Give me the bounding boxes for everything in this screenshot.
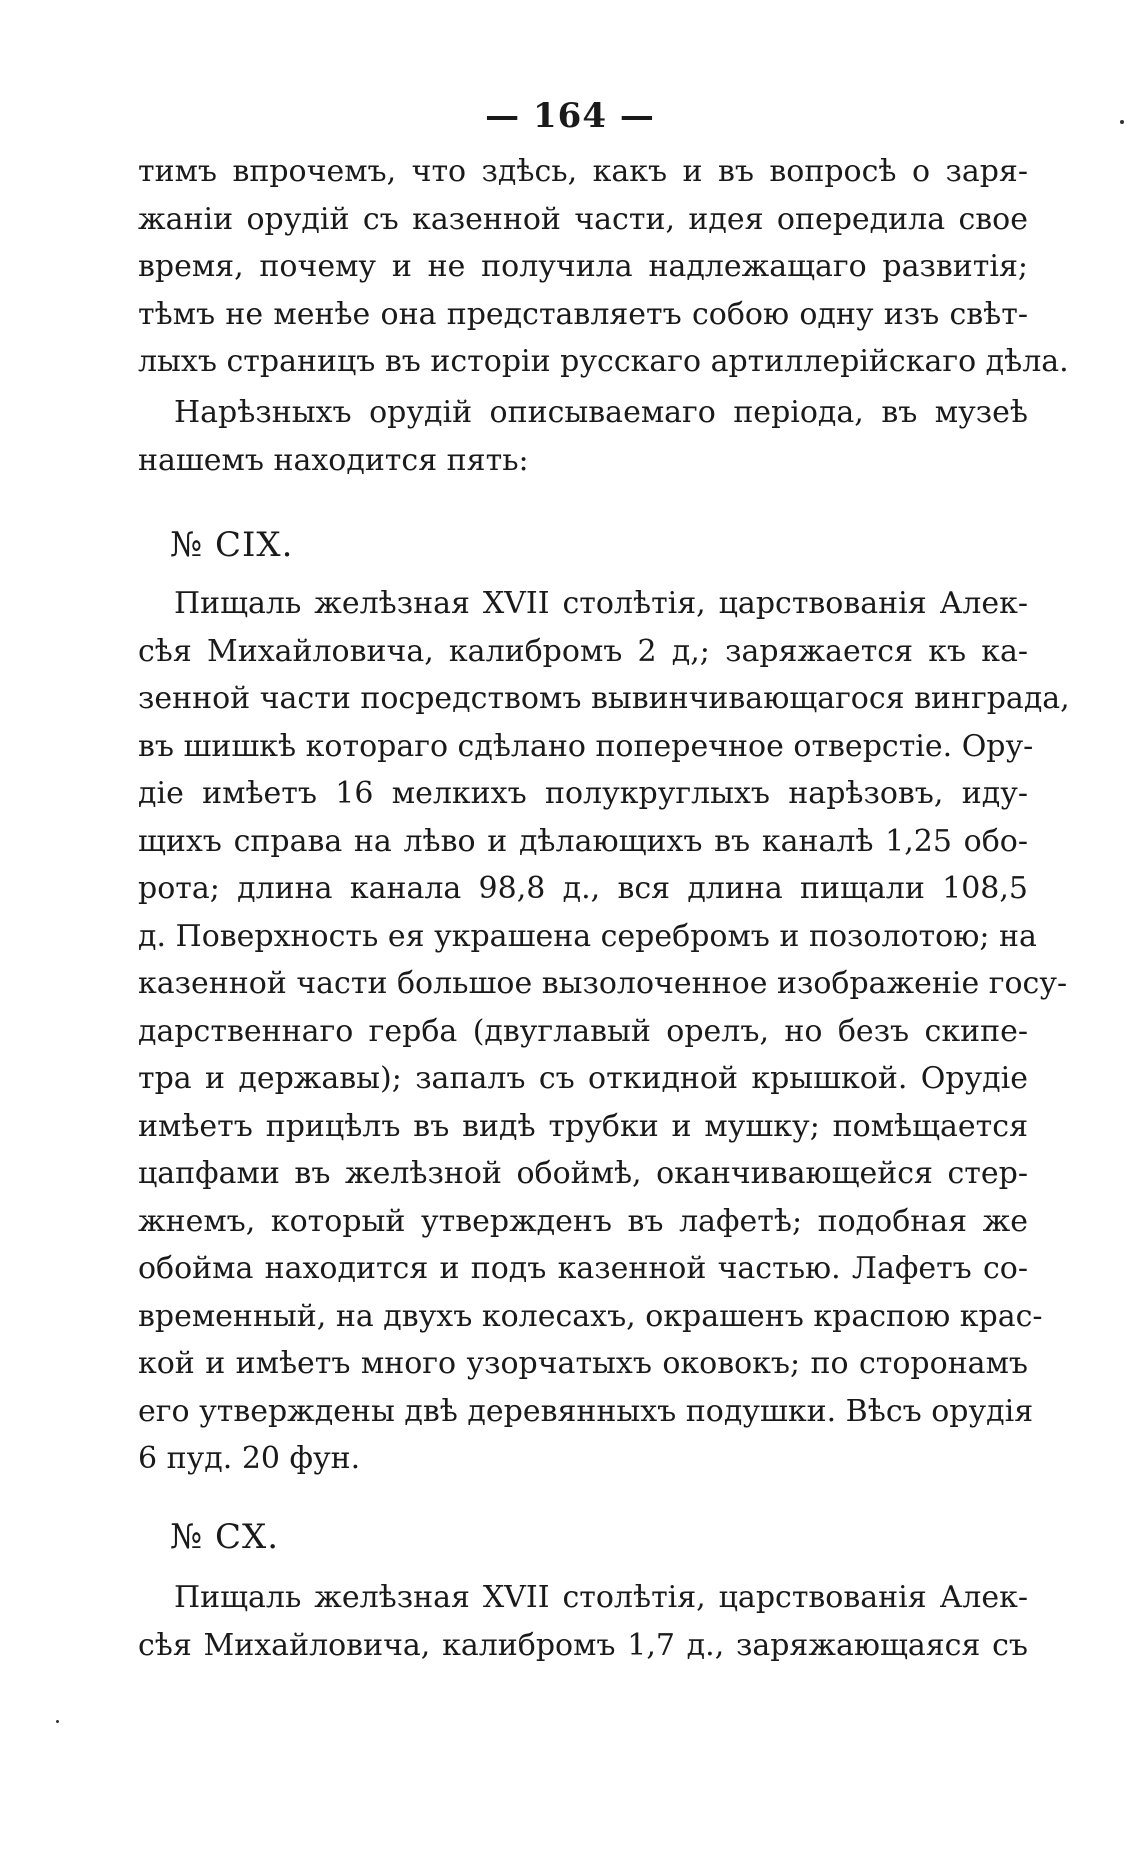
text-line: его утверждены двѣ деревянныхъ подушки. Вѣсъ орудія — [138, 1393, 1034, 1429]
text-line: лыхъ страницъ въ исторіи русскаго артиллерійскаго дѣла. — [138, 344, 1069, 379]
scan-speck — [56, 1720, 59, 1723]
intro-paragraph — [138, 148, 1069, 386]
text-line: сѣя Михайловича, калибромъ 2 д,; заряжается къ ка- — [138, 633, 1028, 669]
text-line: временный, на двухъ колесахъ, окрашенъ краспою крас- — [138, 1298, 1043, 1334]
text-line: жнемъ, который утвержденъ въ лафетѣ; подобная же — [138, 1203, 1028, 1239]
museum-paragraph — [138, 389, 1028, 484]
text-line: д. Поверхность ея украшена серебромъ и позолотою; на — [138, 918, 1037, 954]
text-line: Пищаль желѣзная XVII столѣтія, царствованія Алек- — [174, 1580, 1028, 1615]
page-number: — 164 — — [485, 96, 655, 136]
text-line: жаніи орудій съ казенной части, идея опередила свое — [138, 201, 1028, 237]
text-line: Нарѣзныхъ орудій описываемаго періода, въ музеѣ — [174, 395, 1028, 430]
text-line: рота; длина канала 98,8 д., вся длина пищали 108,5 — [138, 871, 1028, 906]
text-line: щихъ справа на лѣво и дѣлающихъ въ каналѣ 1,25 обо- — [138, 823, 1028, 859]
text-line: имѣетъ прицѣлъ въ видѣ трубки и мушку; помѣщается — [138, 1108, 1028, 1144]
text-line: цапфами въ желѣзной обоймѣ, оканчивающейся стер- — [138, 1156, 1028, 1191]
entry-heading-cix: № CIX. — [170, 525, 294, 565]
text-line: обойма находится и подъ казенной частью. Лафетъ со- — [138, 1251, 1028, 1286]
text-line: время, почему и не получила надлежащаго развитія; — [138, 249, 1028, 284]
text-line: кой и имѣетъ много узорчатыхъ оковокъ; по сторонамъ — [138, 1346, 1028, 1381]
text-line: казенной части большое вызолоченное изображеніе госу- — [138, 966, 1068, 1001]
text-line: тра и державы); запалъ съ откидной крышкой. Орудіе — [138, 1061, 1028, 1096]
entry-text-cx — [138, 1574, 1028, 1669]
text-line: дарственнаго герба (двуглавый орелъ, но безъ скипе- — [138, 1013, 1028, 1049]
text-line: 6 пуд. 20 фун. — [138, 1441, 361, 1476]
scan-speck — [1120, 120, 1124, 124]
entry-heading-cx: № CX. — [170, 1517, 280, 1557]
text-line: зенной части посредствомъ вывинчивающагося винграда, — [138, 681, 1070, 716]
entry-text-cix — [138, 580, 1070, 1483]
text-line: нашемъ находится пять: — [138, 442, 529, 478]
text-line: діе имѣетъ 16 мелкихъ полукруглыхъ нарѣзовъ, иду- — [138, 776, 1028, 811]
text-line: въ шишкѣ котораго сдѣлано поперечное отверстіе. Ору- — [138, 728, 1034, 764]
text-line: Пищаль желѣзная XVII столѣтія, царствованія Алек- — [174, 586, 1028, 621]
text-line: сѣя Михайловича, калибромъ 1,7 д., заряжающаяся съ — [138, 1627, 1028, 1663]
text-line: тѣмъ не менѣе она представляетъ собою одну изъ свѣт- — [138, 296, 1028, 332]
text-line: тимъ впрочемъ, что здѣсь, какъ и въ вопросѣ о заря- — [138, 154, 1028, 189]
